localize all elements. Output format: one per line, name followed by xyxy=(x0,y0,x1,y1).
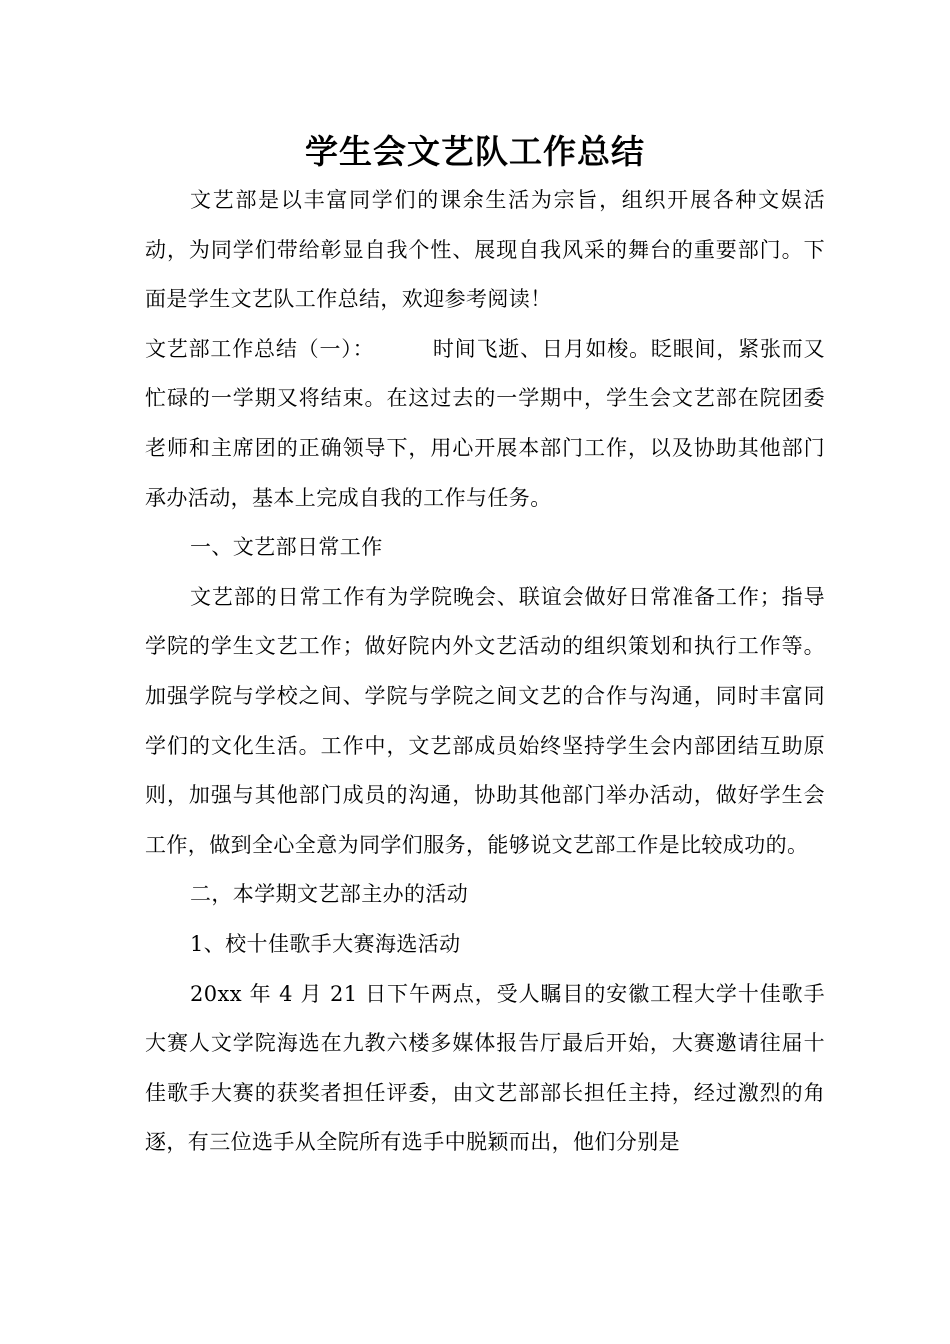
singer-contest-paragraph: 20xx 年 4 月 21 日下午两点，受人瞩目的安徽工程大学十佳歌手大赛人文学院海选在九教六楼多媒体报告厅最后开始，大赛邀请往届十佳歌手大赛的获奖者担任评委，由文艺部部长担任主持，经过激烈的角逐，有三位选手从全院所有选手中脱颖而出，他们分别是 xyxy=(145,981,825,1155)
section-text: 时间飞逝、日月如梭。眨眼间，紧张而又忙碌的一学期又将结束。在这过去的一学期中，学生会文艺部在院团委老师和主席团的正确领导下，用心开展本部门工作，以及协助其他部门承办活动，基本上完成自我的工作与任务。 xyxy=(145,336,826,510)
heading-singer-contest: 1、校十佳歌手大赛海选活动 xyxy=(190,931,461,956)
intro-paragraph: 文艺部是以丰富同学们的课余生活为宗旨，组织开展各种文娱活动，为同学们带给彰显自我个性、展现自我风采的舞台的重要部门。下面是学生文艺队工作总结，欢迎参考阅读！ xyxy=(145,188,825,312)
section-paragraph xyxy=(145,325,825,523)
daily-work-paragraph: 文艺部的日常工作有为学院晚会、联谊会做好日常准备工作；指导学院的学生文艺工作；做好院内外文艺活动的组织策划和执行工作等。加强学院与学校之间、学院与学院之间文艺的合作与沟通，同时丰富同学们的文化生活。工作中，文艺部成员始终坚持学生会内部团结互助原则，加强与其他部门成员的沟通，协助其他部门举办活动，做好学生会工作，做到全心全意为同学们服务，能够说文艺部工作是比较成功的。 xyxy=(145,584,825,857)
heading-daily-work: 一、文艺部日常工作 xyxy=(190,535,383,560)
document-body xyxy=(145,176,825,1168)
heading-activities: 二，本学期文艺部主办的活动 xyxy=(190,882,469,907)
document-title: 学生会文艺队工作总结 xyxy=(305,132,645,171)
section-label: 文艺部工作总结（一）： xyxy=(145,336,375,361)
